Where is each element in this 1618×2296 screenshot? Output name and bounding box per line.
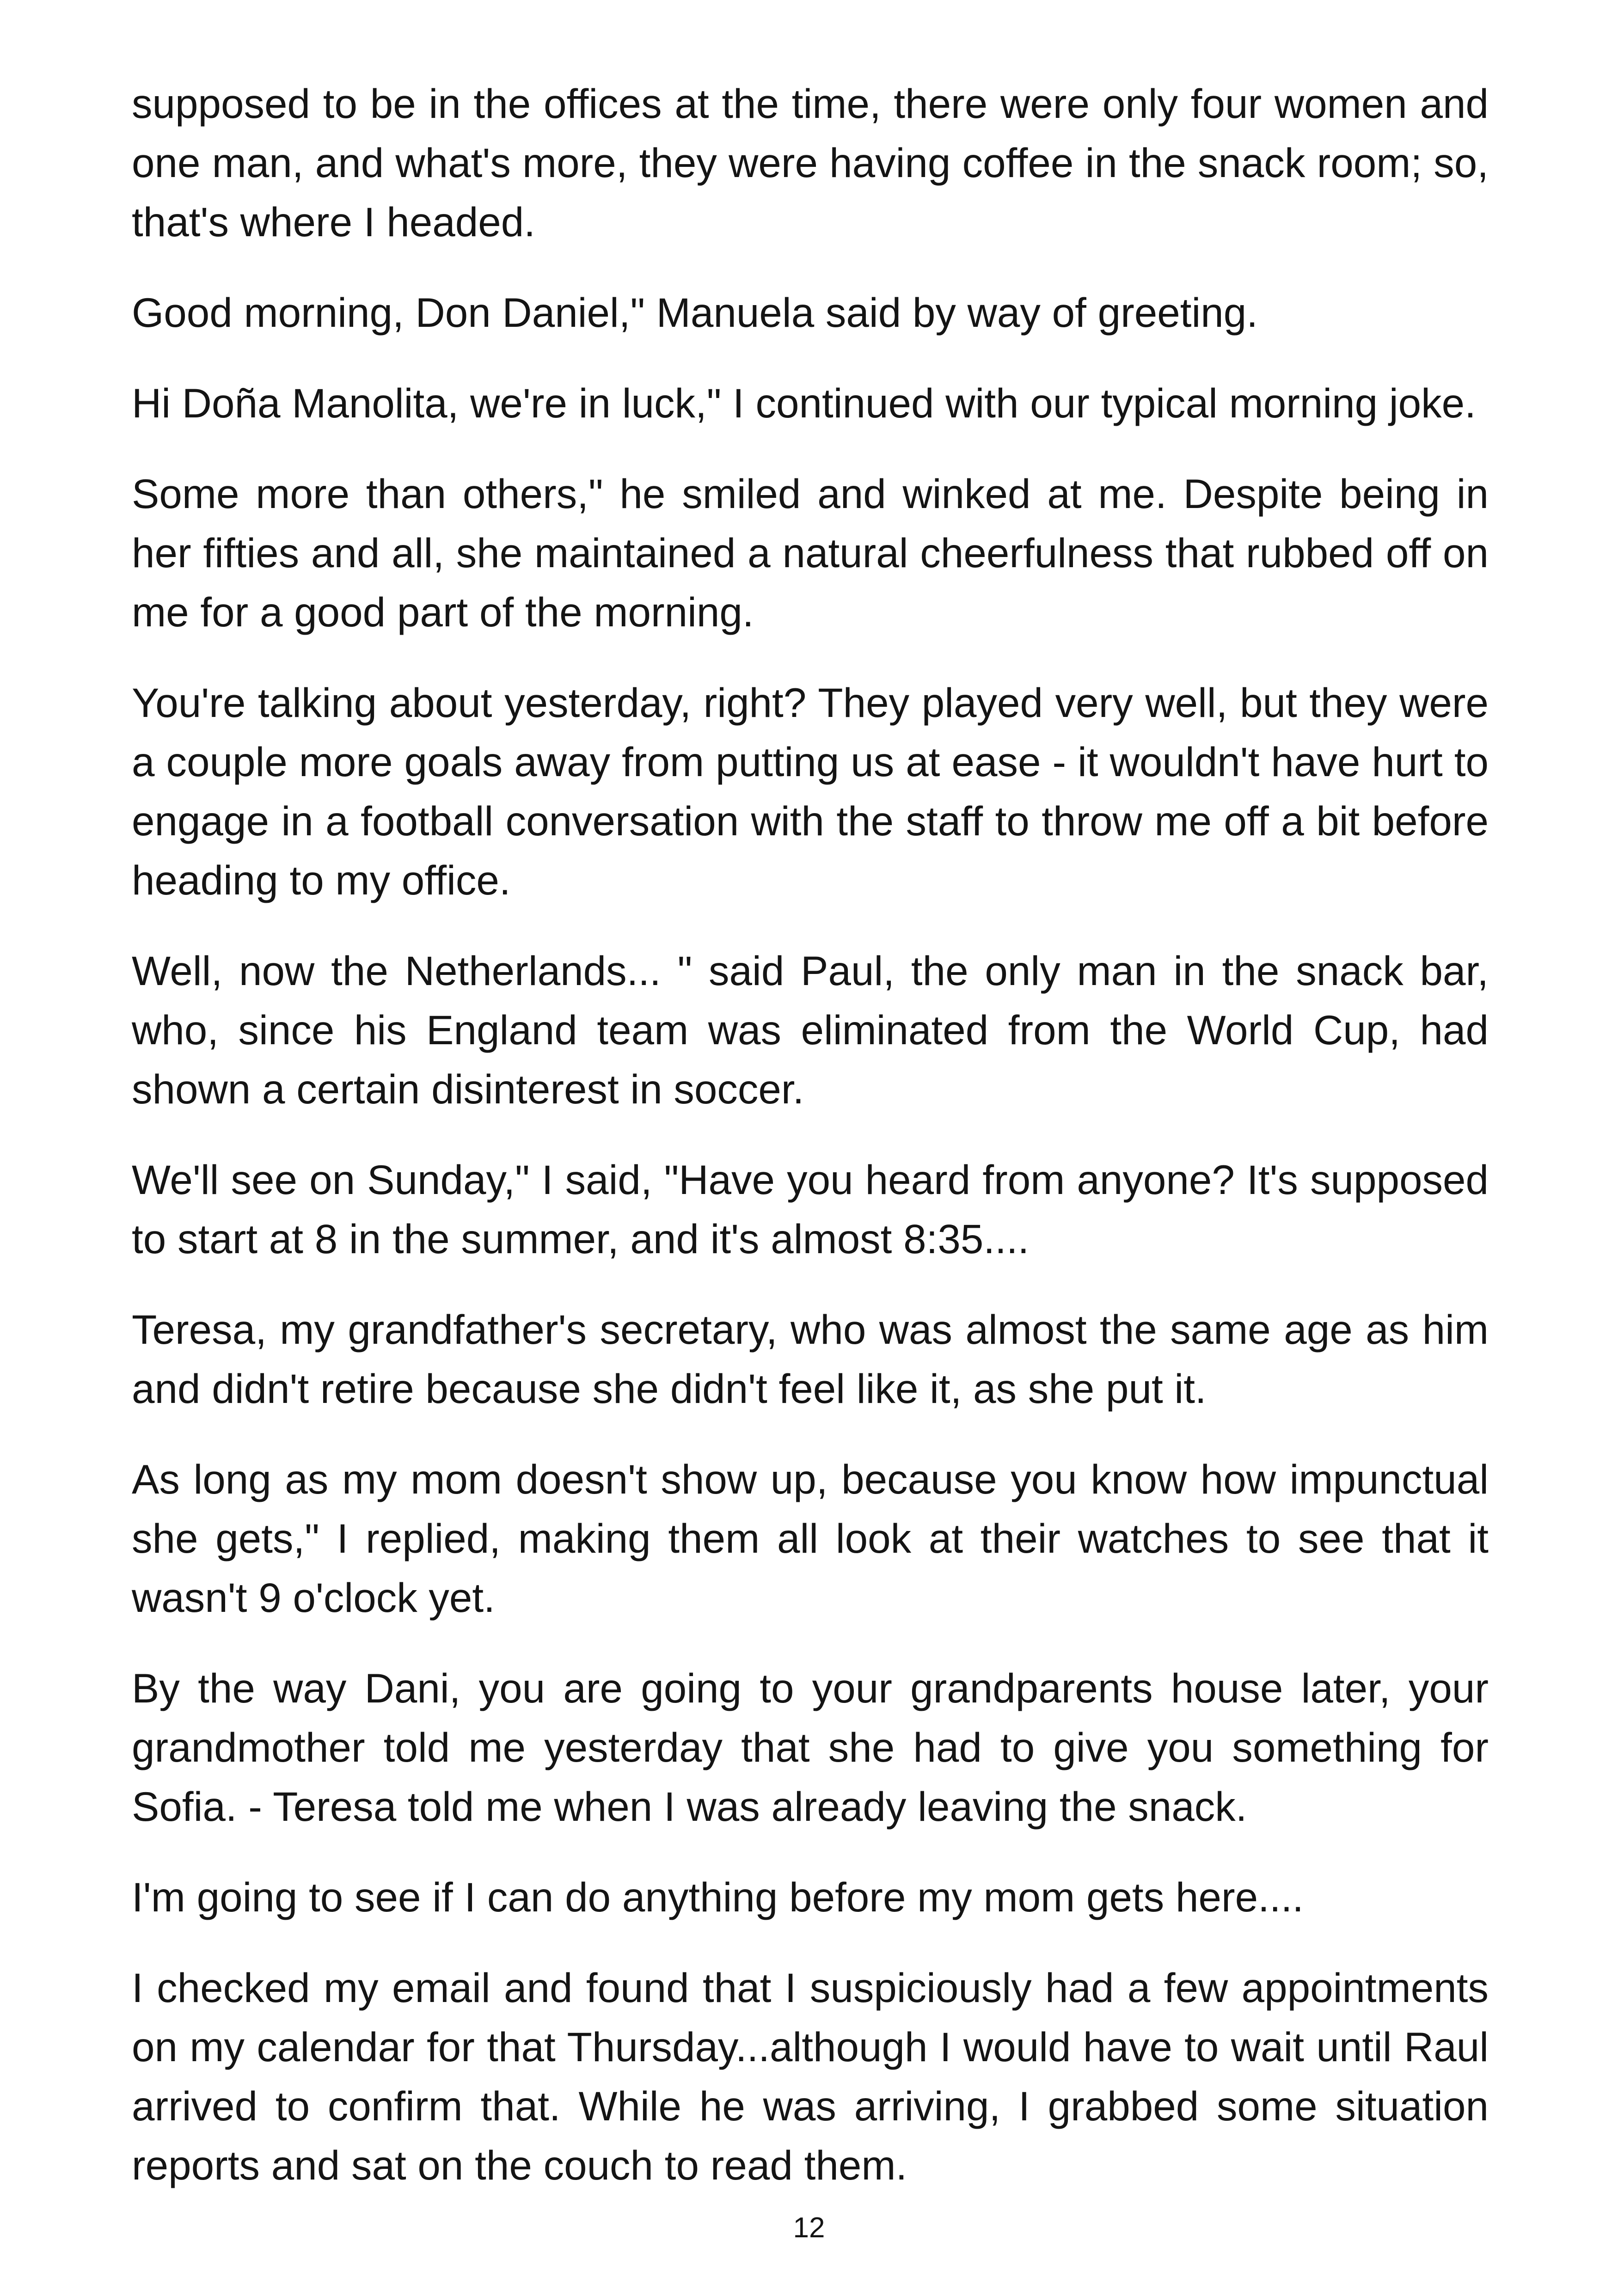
paragraph: Good morning, Don Daniel," Manuela said by way of greeting. (132, 289, 1258, 336)
page-number: 12 (793, 2212, 825, 2244)
paragraph: As long as my mom doesn't show up, because you know how impunctual she gets," I replied, making them all look at their watches to see that it wasn't 9 o'clock yet. (132, 1456, 1489, 1621)
paragraph: We'll see on Sunday," I said, "Have you heard from anyone? It's supposed to start at 8 in the summer, and it's almost 8:35.... (132, 1157, 1489, 1262)
paragraph: I'm going to see if I can do anything before my mom gets here.... (132, 1874, 1304, 1920)
paragraph: Well, now the Netherlands... " said Paul, the only man in the snack bar, who, since his England team was eliminated from the World Cup, had shown a certain disinterest in soccer. (132, 948, 1489, 1112)
paragraph: I checked my email and found that I suspiciously had a few appointments on my calendar for that Thursday...although I would have to wait until Raul arrived to confirm that. While he was arriving, I grabbed some situation reports and sat on the couch to read them. (132, 1965, 1489, 2188)
body-text (132, 74, 1489, 2195)
paragraph: You're talking about yesterday, right? They played very well, but they were a couple more goals away from putting us at ease - it wouldn't have hurt to engage in a football conversation with the staff to throw me off a bit before heading to my office. (132, 680, 1489, 903)
paragraph: Hi Doña Manolita, we're in luck," I continued with our typical morning joke. (132, 380, 1476, 426)
paragraph: supposed to be in the offices at the time, there were only four women and one man, and what's more, they were having coffee in the snack room; so, that's where I headed. (132, 80, 1489, 245)
paragraph: By the way Dani, you are going to your grandparents house later, your grandmother told me yesterday that she had to give you something for Sofia. - Teresa told me when I was already leaving the snack. (132, 1665, 1489, 1830)
paragraph: Teresa, my grandfather's secretary, who was almost the same age as him and didn't retire because she didn't feel like it, as she put it. (132, 1306, 1489, 1412)
paragraph: Some more than others," he smiled and winked at me. Despite being in her fifties and all, she maintained a natural cheerfulness that rubbed off on me for a good part of the morning. (132, 471, 1489, 635)
